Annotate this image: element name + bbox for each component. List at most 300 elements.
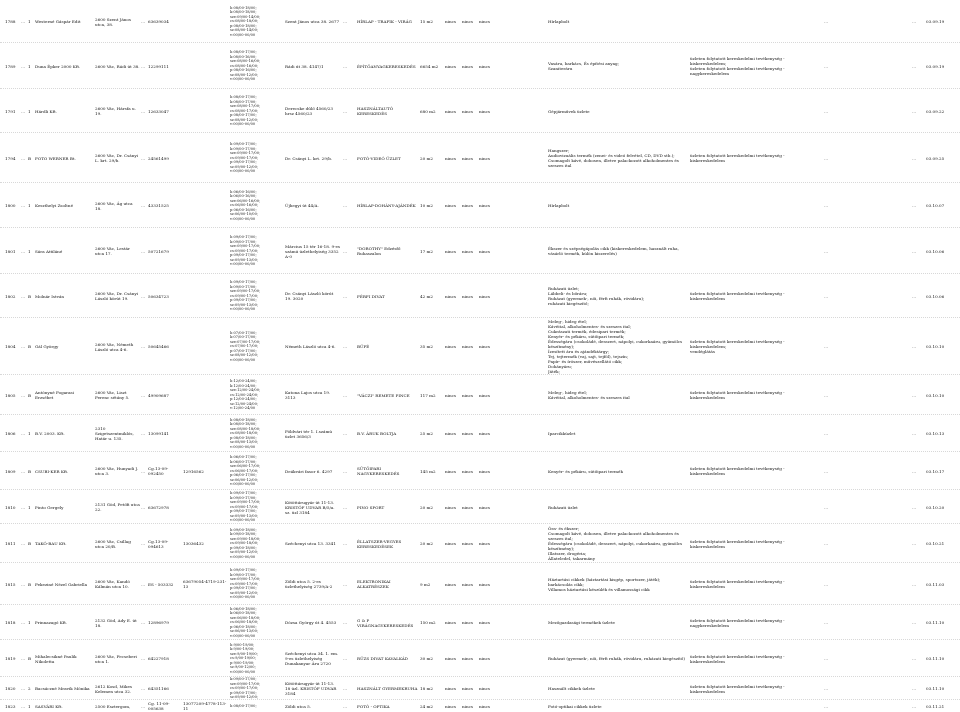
cell-y bbox=[183, 228, 228, 274]
cell-d1: … bbox=[824, 686, 829, 691]
cell-p2: … bbox=[343, 248, 348, 254]
cell-n3: nincs bbox=[479, 431, 490, 436]
cell-tax: 50645466 bbox=[148, 344, 169, 349]
cell-a: … bbox=[21, 19, 26, 24]
cell-area: 15 m2 bbox=[420, 19, 433, 24]
cell-shop: "DOROTHY" Edzésfő Ruhaszalon bbox=[357, 246, 401, 256]
cell-date: 03.11.10 bbox=[926, 656, 945, 661]
cell-p2: … bbox=[343, 468, 348, 474]
cell-name: TAKÓ-BAU Kft. bbox=[35, 541, 67, 546]
cell-date: 03.11.10 bbox=[926, 686, 945, 691]
cell-date: 03.10.20 bbox=[926, 504, 945, 510]
cell-n2: nincs bbox=[462, 19, 473, 24]
cell-n3: nincs bbox=[479, 293, 490, 299]
cell-act: üzleten folytatott kereskedelmi tevékenység - kiskereskedelem; vendéglátás bbox=[690, 339, 785, 354]
cell-date: 03.09.19 bbox=[926, 19, 945, 24]
cell-d2: … bbox=[912, 392, 917, 398]
cell-x: … bbox=[141, 63, 146, 69]
cell-y bbox=[183, 415, 228, 452]
cell-tax: Cg. 11-09-005638 bbox=[148, 701, 170, 711]
cell-date: 03.11.03 bbox=[926, 581, 945, 587]
cell-b: 1 bbox=[28, 620, 31, 625]
cell-hours: h:08/00-17/00; bbox=[230, 703, 257, 708]
table-row bbox=[0, 415, 960, 452]
cell-d2: … bbox=[912, 468, 917, 474]
cell-id: 1791 bbox=[5, 108, 16, 114]
cell-d1: … bbox=[824, 293, 829, 299]
cell-shop: RÜZS DIVAT KAVALKÁD bbox=[357, 656, 408, 661]
cell-shop: PINO SPORT bbox=[357, 504, 385, 510]
cell-address: 2310 Szigetszentmiklós, Határ u. 135. bbox=[95, 426, 134, 441]
cell-x: … bbox=[141, 581, 146, 587]
cell-d2: … bbox=[912, 581, 917, 587]
cell-b: 2 bbox=[28, 686, 31, 691]
cell-address: 2131 Göd, Petőfi utca 22. bbox=[95, 502, 140, 512]
row-separator bbox=[0, 374, 960, 375]
row-separator bbox=[0, 227, 960, 228]
cell-date: 03.09.22 bbox=[926, 108, 945, 114]
cell-a: … bbox=[21, 203, 26, 208]
cell-hours: h:06/00-18/00; k:06/00-18/00; sze:06/00-18/00; cs:06/00-18/00; p:06/00-18/00; sz:06/00-13/00; v:00/00-00/00 bbox=[230, 606, 261, 638]
row-separator bbox=[0, 489, 960, 490]
table-row bbox=[0, 0, 960, 43]
cell-prod: Háztartási cikkek (háztartási kisgép, sportszer, játék); barkácsolás cikk; Villamos háztartási készülék és villamossági cikk bbox=[548, 576, 661, 592]
cell-a: … bbox=[21, 620, 26, 625]
cell-address: 2600 Vác, Fecseberi utca 1. bbox=[95, 653, 137, 664]
cell-act: üzleten folytatott kereskedelmi tevékenység - kiskereskedelem bbox=[690, 390, 785, 400]
cell-y: 13077209-4778-113-11 bbox=[183, 701, 227, 711]
cell-prod: Mezőgazdasági termékek üzlete bbox=[548, 620, 615, 625]
cell-a: … bbox=[21, 703, 26, 709]
cell-n2: nincs bbox=[462, 504, 473, 510]
cell-n3: nincs bbox=[479, 703, 490, 709]
cell-place: Deákvári fasor 6. 4297 bbox=[285, 468, 333, 474]
cell-p2: … bbox=[343, 504, 348, 510]
cell-shop: BÜFÉ bbox=[357, 344, 370, 349]
cell-tax: 63672978 bbox=[148, 504, 169, 510]
cell-d1: … bbox=[824, 19, 829, 24]
cell-hours: k:09/00-17/00; sze:09/00-17/00; cs:09/00-17/00; p:09/00-17/00; sz:09/00-12/00; bbox=[230, 677, 261, 700]
cell-y: 13036432 bbox=[183, 541, 204, 546]
cell-date: 03.10.21 bbox=[926, 541, 945, 546]
cell-d2: … bbox=[912, 344, 917, 349]
table-row bbox=[0, 605, 960, 640]
cell-d2: … bbox=[912, 293, 917, 299]
cell-n1: nincs bbox=[445, 293, 456, 299]
cell-n2: nincs bbox=[462, 293, 473, 299]
cell-prod: Meleg-, hideg étel; Kávéital, alkoholmentes- és szeszes ital; Cukrászati termék, édesipari termék; Kenyér- és pékáru, sütőipari termék; Édességáru (csokoládé, desszert, nápolyi, cukorkaáru, gyümölcs készítmény); Ízesített áru és ajándéktárgy; Tej, tejtermék (vaj, sajt, tejföl), tejszín; Papír- és írószer, művészellátó cikk; Dohányáru; Játék; bbox=[548, 319, 683, 374]
cell-area: 25 m2 bbox=[420, 431, 433, 436]
cell-y bbox=[183, 677, 228, 700]
cell-id: 1818 bbox=[5, 620, 16, 625]
cell-x: … bbox=[141, 344, 146, 349]
row-separator bbox=[0, 639, 960, 640]
cell-p2: … bbox=[343, 581, 348, 587]
cell-n3: nincs bbox=[479, 155, 490, 161]
cell-p2: … bbox=[343, 108, 348, 114]
cell-n2: nincs bbox=[462, 155, 473, 161]
cell-b: 1 bbox=[28, 108, 31, 114]
cell-name: Pinto Gergely bbox=[35, 504, 64, 510]
cell-b: 1 bbox=[28, 203, 31, 208]
cell-x: … bbox=[141, 541, 146, 546]
cell-address: 2600 Vác, Dr. Csányi László körút 19. bbox=[95, 291, 138, 301]
cell-id: 1802 bbox=[5, 293, 16, 299]
cell-date: 03.09.25 bbox=[926, 155, 945, 161]
table-row bbox=[0, 524, 960, 563]
cell-a: … bbox=[21, 108, 26, 114]
cell-x: … bbox=[141, 108, 146, 114]
cell-act bbox=[690, 490, 820, 524]
cell-act: üzleten folytatott kereskedelmi tevékenység - kiskereskedelem bbox=[690, 291, 785, 301]
cell-area: 17 m2 bbox=[420, 248, 433, 254]
cell-d1: … bbox=[824, 108, 829, 114]
cell-id: 1800 bbox=[5, 203, 16, 208]
cell-act bbox=[690, 183, 820, 228]
cell-area: 150 m2 bbox=[420, 620, 436, 625]
cell-n2: nincs bbox=[462, 686, 473, 691]
cell-a: … bbox=[21, 392, 26, 398]
cell-prod: Ruházat (gyermek-, női, férfi ruhák, rövidáru, ruházati kiegészítő) bbox=[548, 656, 685, 661]
cell-d2: … bbox=[912, 620, 917, 625]
cell-x: … bbox=[141, 468, 146, 474]
table-row bbox=[0, 228, 960, 274]
cell-p2: … bbox=[343, 703, 348, 709]
cell-act: üzleten folytatott kereskedelmi tevékenység - nagykereskedelem bbox=[690, 617, 785, 628]
cell-prod: Iparcikküzlet bbox=[548, 431, 576, 436]
cell-shop: ELEKTRONIKAI ALKATRÉSZEK bbox=[357, 579, 391, 589]
cell-address: 2600 Vác, Németh László utca 4-6. bbox=[95, 341, 134, 352]
cell-prod: Vasáru, barkács, És építési anyag; Szaniteráru bbox=[548, 61, 620, 71]
cell-d1: … bbox=[824, 203, 829, 208]
cell-b: B bbox=[28, 656, 32, 661]
cell-id: 1788 bbox=[5, 19, 16, 24]
cell-a: … bbox=[21, 344, 26, 349]
cell-b: 1 bbox=[28, 431, 31, 436]
cell-name: Antónyné Fogarasi Erzsébet bbox=[35, 390, 74, 400]
cell-name: Hárdli Kft. bbox=[35, 108, 58, 114]
cell-date: 03.10.17 bbox=[926, 468, 945, 474]
cell-act: üzleten folytatott kereskedelmi tevékenység - kiskereskedelem bbox=[690, 653, 785, 664]
cell-n1: nincs bbox=[445, 63, 456, 69]
cell-n2: nincs bbox=[462, 541, 473, 546]
cell-b: B bbox=[28, 581, 32, 587]
cell-name: B.V. 2003. Kft. bbox=[35, 431, 65, 436]
cell-address: 2600 Vác, Hunyadi J. utca 3. bbox=[95, 466, 139, 476]
cell-n1: nincs bbox=[445, 703, 456, 709]
row-separator bbox=[0, 317, 960, 318]
cell-act: üzleten folytatott kereskedelmi tevékenység - kiskereskedelem; üzleten folytatott kereskedelmi tevékenység - nagykereskedelem bbox=[690, 56, 785, 76]
cell-shop: "VÁCZI" REMETE PINCE bbox=[357, 392, 410, 398]
cell-date: 03.10.06 bbox=[926, 248, 945, 254]
cell-place: Dr. Csányi László körút 19. 3020 bbox=[285, 291, 334, 301]
cell-id: 1809 bbox=[5, 468, 16, 474]
cell-n1: nincs bbox=[445, 19, 456, 24]
cell-act bbox=[690, 0, 820, 43]
cell-name: Prinnazagó Kft. bbox=[35, 620, 68, 625]
cell-n1: nincs bbox=[445, 468, 456, 474]
cell-d1: … bbox=[824, 392, 829, 398]
cell-b: B bbox=[28, 293, 32, 299]
cell-hours: h:08/00-18/00; k:08/00-18/00; sze:08/00-18/00; cs:08/00-18/00; p:08/00-18/00; sz:08/00-13/00; v:00/00-00/00 bbox=[230, 417, 261, 449]
cell-area: 20 m2 bbox=[420, 504, 433, 510]
cell-p2: … bbox=[343, 344, 348, 349]
cell-shop: FOTÓ-VIDEÓ ÜZLET bbox=[357, 155, 401, 161]
cell-n1: nincs bbox=[445, 203, 456, 208]
cell-prod: Használt cikkek üzlete bbox=[548, 686, 595, 691]
cell-id: 1819 bbox=[5, 656, 16, 661]
cell-name: Duna Épker 2000 Kft. bbox=[35, 63, 81, 69]
cell-hours: h:06/00-16/00; k:06/00-16/00; sze:06/00-16/00; cs:06/00-16/00; p:06/00-16/00; sz:06/00-10/00; v:00/00-00/00 bbox=[230, 189, 261, 221]
cell-d2: … bbox=[912, 19, 917, 24]
cell-b: B bbox=[28, 468, 32, 474]
cell-area: 10 m2 bbox=[420, 203, 433, 208]
cell-prod: Hírlapbolt bbox=[548, 19, 570, 24]
cell-d1: … bbox=[824, 703, 829, 709]
cell-hours: h:09/00-17/00; k:09/00-17/00; sze:09/00-17/00; cs:09/00-17/00; p:09/00-17/00; sz:09/00-13/00; v:00/00-00/00 bbox=[230, 280, 261, 312]
cell-shop: ÉPÍTŐANYAGKERESKEDÉS bbox=[357, 63, 416, 69]
cell-n1: nincs bbox=[445, 155, 456, 161]
cell-place: Szent János utca 38. 2677 bbox=[285, 19, 340, 24]
cell-x: … bbox=[141, 703, 146, 709]
cell-name: Bacsáczné Mravik Mónika bbox=[35, 686, 90, 691]
cell-name: Molnár István bbox=[35, 293, 65, 299]
cell-a: … bbox=[21, 581, 26, 587]
cell-area: 680 m2 bbox=[420, 108, 436, 114]
cell-id: 1823 bbox=[5, 703, 16, 709]
cell-d1: … bbox=[824, 63, 829, 69]
cell-address: 2600 Vác, Rádi út 38. bbox=[95, 63, 140, 69]
table-row bbox=[0, 490, 960, 524]
cell-n3: nincs bbox=[479, 581, 490, 587]
cell-name: Gál György bbox=[35, 344, 59, 349]
cell-tax: 12633047 bbox=[148, 108, 169, 114]
cell-d2: … bbox=[912, 108, 917, 114]
row-separator bbox=[0, 132, 960, 133]
cell-name: Keszthelyi Zsoltné bbox=[35, 203, 73, 208]
cell-id: 1804 bbox=[5, 344, 16, 349]
cell-prod: Meleg-, hideg étel; Kávéital, alkoholmentes- és szeszes ital bbox=[548, 390, 630, 400]
table-row bbox=[0, 43, 960, 89]
cell-shop: FOTÓ - OPTIKA bbox=[357, 703, 390, 709]
cell-n1: nincs bbox=[445, 620, 456, 625]
cell-tax: ES - 503332 bbox=[148, 581, 174, 587]
cell-x: … bbox=[141, 656, 146, 661]
cell-area: 20 m2 bbox=[420, 155, 433, 161]
cell-act: üzleten folytatott kereskedelmi tevékenység - kiskereskedelem bbox=[690, 466, 785, 476]
cell-p2: … bbox=[343, 392, 348, 398]
cell-address: 2612 Kosd, Mikes Kelemen utca 32. bbox=[95, 683, 132, 694]
cell-hours: h:09/00-17/00; k:09/00-17/00; sze:09/00-17/00; cs:09/00-17/00; p:09/00-17/00; sz:09/00-13/00; v:00/00-00/00 bbox=[230, 235, 261, 267]
cell-area: 30 m2 bbox=[420, 656, 433, 661]
cell-n1: nincs bbox=[445, 686, 456, 691]
cell-area: 42 m2 bbox=[420, 293, 433, 299]
cell-x: … bbox=[141, 19, 146, 24]
row-separator bbox=[0, 414, 960, 415]
cell-d1: … bbox=[824, 656, 829, 661]
cell-id: 1815 bbox=[5, 581, 16, 587]
cell-n3: nincs bbox=[479, 468, 490, 474]
cell-x: … bbox=[141, 293, 146, 299]
cell-n1: nincs bbox=[445, 656, 456, 661]
cell-prod: Hírlapbolt bbox=[548, 203, 570, 208]
cell-n2: nincs bbox=[462, 620, 473, 625]
cell-y bbox=[183, 43, 228, 89]
row-separator bbox=[0, 182, 960, 183]
cell-b: 1 bbox=[28, 19, 31, 24]
cell-hours: h:08/00-17/00; k:08/00-17/00; sze:08/00-17/00; cs:08/00-17/00; p:08/00-17/00; sz:08/00-12/00; v:00/00-00/00 bbox=[230, 95, 261, 127]
cell-date: 03.10.10 bbox=[926, 344, 945, 349]
cell-hours: h:09/00-17/00; k:09/00-17/00; sze:09/00-17/00; cs:09/00-17/00; p:09/00-17/00; sz:09/00-12/00; v:00/00-00/00 bbox=[230, 568, 261, 600]
cell-n3: nincs bbox=[479, 541, 490, 546]
cell-n3: nincs bbox=[479, 108, 490, 114]
cell-n1: nincs bbox=[445, 392, 456, 398]
cell-a: … bbox=[21, 686, 26, 691]
cell-y bbox=[183, 640, 228, 677]
cell-p2: … bbox=[343, 620, 348, 625]
cell-act bbox=[690, 415, 820, 452]
cell-p2: … bbox=[343, 203, 348, 208]
cell-place: Dr. Csányi L. krt. 29/b. bbox=[285, 155, 333, 161]
cell-prod: Kenyér- és pékáru, sütőipari termék bbox=[548, 468, 623, 474]
cell-n2: nincs bbox=[462, 468, 473, 474]
cell-name: CSUBI-KER Kft. bbox=[35, 468, 69, 474]
cell-act bbox=[690, 700, 820, 712]
cell-name: Sára Attiláné bbox=[35, 248, 63, 254]
cell-n2: nincs bbox=[462, 63, 473, 69]
cell-place: Újhegyi út 44/A. bbox=[285, 203, 319, 208]
cell-act bbox=[690, 89, 820, 133]
cell-tax: 43331525 bbox=[148, 203, 169, 208]
cell-hours: h:9/00-19/00; k:9/00-19/00; sze:9/00-19/00; cs:9/00-19/00; p:9/00-19/00; sz:9/00-12/00; v:00/00-00/00 bbox=[230, 642, 258, 674]
cell-date: 03.10.13 bbox=[926, 431, 945, 436]
cell-p2: … bbox=[343, 656, 348, 661]
cell-place: Derecske dűlő 4560/23 hrsz 4560/23 bbox=[285, 106, 334, 116]
cell-area: 35 m2 bbox=[420, 344, 433, 349]
cell-n3: nincs bbox=[479, 248, 490, 254]
cell-tax: 50634723 bbox=[148, 293, 169, 299]
cell-n1: nincs bbox=[445, 108, 456, 114]
cell-x: … bbox=[141, 392, 146, 398]
table-row bbox=[0, 677, 960, 700]
cell-address: 2132 Göd, Ady E. út 18. bbox=[95, 617, 137, 628]
cell-place: Földvári tér 1. I.számú üzlet 3656/3 bbox=[285, 428, 332, 439]
cell-hours: h:09/00-17/00; k:09/00-17/00; sze:09/00-17/00; cs:09/00-17/00; p:09/00-17/00; sz:09/00-12/00; v:00/00-00/00 bbox=[230, 142, 261, 174]
cell-place: Széchenyi utca 13. 3341 bbox=[285, 541, 336, 546]
cell-date: 03.09.19 bbox=[926, 63, 945, 69]
cell-d1: … bbox=[824, 344, 829, 349]
cell-tax: 50721679 bbox=[148, 248, 169, 254]
cell-act: üzleten folytatott kereskedelmi tevékenység - kiskereskedelem bbox=[690, 683, 785, 694]
cell-tax: 49909687 bbox=[148, 392, 169, 398]
cell-place: Kötöttárugyár út 11-13. 18 üzl. KRISTÓF UDVAR 3184 bbox=[285, 681, 337, 696]
cell-name: FOTO WERNER Bt. bbox=[35, 155, 76, 161]
cell-shop: ÉLLATSZER-VEGYES KERESKEDÉSEK bbox=[357, 538, 402, 549]
row-separator bbox=[0, 699, 960, 700]
cell-a: … bbox=[21, 541, 26, 546]
cell-place: Zöldi utca 5. 2-es üzlethelyiség 2739/A-2 bbox=[285, 579, 333, 589]
cell-d1: … bbox=[824, 581, 829, 587]
cell-n3: nincs bbox=[479, 686, 490, 691]
cell-area: 20 m2 bbox=[420, 541, 433, 546]
cell-a: … bbox=[21, 431, 26, 436]
cell-name: SASVÁRI Kft. bbox=[35, 703, 63, 709]
cell-d2: … bbox=[912, 431, 917, 436]
cell-address: 2600 Vác, Lestár utca 17. bbox=[95, 246, 130, 256]
cell-y bbox=[183, 375, 228, 415]
cell-d1: … bbox=[824, 620, 829, 625]
row-separator bbox=[0, 604, 960, 605]
cell-id: 1811 bbox=[5, 541, 16, 546]
cell-n1: nincs bbox=[445, 581, 456, 587]
cell-address: 2600 Szent János utca, 38. bbox=[95, 16, 131, 27]
cell-n2: nincs bbox=[462, 431, 473, 436]
cell-address: 2600 Vác, Ág utca 18. bbox=[95, 200, 133, 211]
cell-date: 03.10.10 bbox=[926, 392, 945, 398]
cell-prod: Ruházati üzlet; Lábbeli- és bőráru; Ruházat (gyermek-, női, férfi ruhák, rövidáru); ruházati kiegészítő; bbox=[548, 286, 645, 306]
table-row bbox=[0, 183, 960, 228]
cell-d2: … bbox=[912, 686, 917, 691]
cell-d1: … bbox=[824, 155, 829, 161]
cell-b: B bbox=[28, 344, 32, 349]
row-separator bbox=[0, 273, 960, 274]
cell-hours: h:12/00-24/00; k:12/00-24/00; sze:12/00-24/00; cs:12/00-24/00; p:12/00-24/00; sz:12/00-24/00; v:12/00-24/00 bbox=[230, 379, 261, 411]
cell-tax: 64227918 bbox=[148, 656, 169, 661]
cell-area: 18 m2 bbox=[420, 686, 433, 691]
cell-n3: nincs bbox=[479, 504, 490, 510]
cell-y bbox=[183, 183, 228, 228]
cell-area: 145 m2 bbox=[420, 468, 436, 474]
cell-id: 1820 bbox=[5, 686, 16, 691]
cell-name: Fekeziné Nézel Gabriella bbox=[35, 581, 88, 587]
cell-d2: … bbox=[912, 203, 917, 208]
cell-address: 2600 Vác, Liszt Ferenc sétány 5. bbox=[95, 390, 130, 400]
table-row bbox=[0, 133, 960, 183]
cell-hours: h:06/00-17/00; k:06/00-17/00; sze:06/00-17/00; cs:06/00-17/00; p:06/00-17/00; sz:06/00-12/00; v:00/00-00/00 bbox=[230, 455, 261, 487]
cell-p2: … bbox=[343, 155, 348, 161]
cell-hours: h:09/00-18/00; k:09/00-18/00; sze:09/00-18/00; cs:09/00-18/00; p:09/00-18/00; sz:09/00-12/00; v:00/00-00/00 bbox=[230, 527, 261, 559]
cell-place: Dózsa György út 4. 4553 bbox=[285, 620, 337, 625]
table-row bbox=[0, 318, 960, 375]
cell-area: 24 m2 bbox=[420, 703, 433, 709]
cell-n2: nincs bbox=[462, 392, 473, 398]
cell-x: … bbox=[141, 248, 146, 254]
cell-act: üzleten folytatott kereskedelmi tevékenység - kiskereskedelem bbox=[690, 153, 785, 163]
cell-n1: nincs bbox=[445, 344, 456, 349]
cell-a: … bbox=[21, 63, 26, 69]
cell-x: … bbox=[141, 504, 146, 510]
cell-y bbox=[183, 318, 228, 375]
cell-shop: HASZNÁLT GYERMEKRUHA bbox=[357, 686, 418, 691]
cell-n1: nincs bbox=[445, 541, 456, 546]
cell-d2: … bbox=[912, 63, 917, 69]
cell-id: 1805 bbox=[5, 392, 16, 398]
cell-y: 63679054-4719-231-13 bbox=[183, 579, 227, 589]
cell-place: Rádi út 38. 4147/1 bbox=[285, 63, 324, 69]
cell-area: 117 m2 bbox=[420, 392, 436, 398]
cell-n1: nincs bbox=[445, 431, 456, 436]
cell-n2: nincs bbox=[462, 581, 473, 587]
cell-id: 1806 bbox=[5, 431, 16, 436]
cell-x: … bbox=[141, 686, 146, 691]
cell-place: Széchenyi utca 34. 1. em. 9-es üzlethelyiség Dunakanyar Áru 2720 bbox=[285, 651, 339, 666]
cell-tax: 12896979 bbox=[148, 620, 169, 625]
cell-d1: … bbox=[824, 541, 829, 546]
cell-p2: … bbox=[343, 431, 348, 436]
cell-shop: HÍRLAP - TRAFIK - VIRÁG bbox=[357, 19, 412, 24]
cell-b: B bbox=[28, 541, 32, 546]
cell-prod: Fotó-optikai cikkek üzlete bbox=[548, 703, 602, 709]
